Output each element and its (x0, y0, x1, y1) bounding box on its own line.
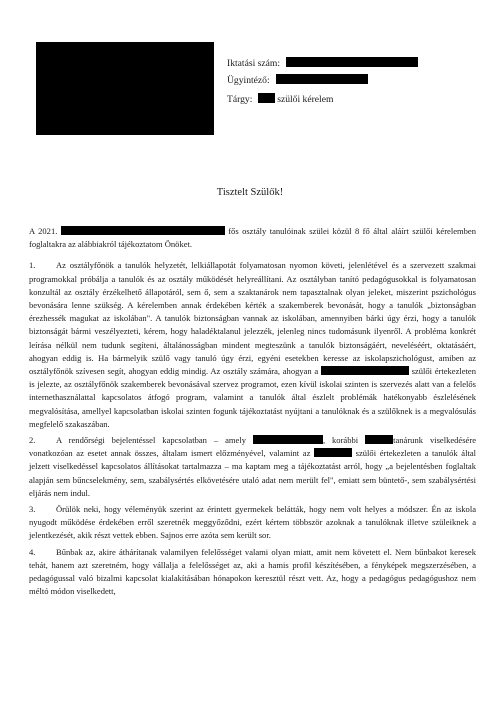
intro-paragraph (29, 225, 476, 251)
redacted-class-info (61, 226, 225, 235)
officer-label: Ügyintéző: (227, 75, 270, 86)
redacted-registry-number (286, 57, 418, 67)
item-text: A rendőrségi bejelentéssel kapcsolatban – amely (56, 435, 246, 446)
item-text: , korábbi (322, 435, 359, 446)
subject-label: Tárgy: (227, 94, 253, 105)
list-item (29, 434, 476, 500)
letter-body (29, 225, 476, 601)
item-number: 1. (29, 260, 36, 271)
redacted-date (314, 448, 352, 457)
intro-text-end: fős osztály tanulóinak szülei közül 8 fő által aláírt szülői kérelemben foglaltakra az alábbiakról tájékoztatom Önöket. (29, 226, 476, 250)
redacted-date (321, 366, 409, 375)
subject-line (227, 93, 333, 106)
item-text: tanárunk viselkedésére vonatkozóan az esetet annak összes, általam ismert előzményével, valamint az (29, 435, 476, 459)
intro-text-start: A 2021. (29, 226, 58, 236)
item-text: Az osztályfőnök a tanulók helyzetét, lelkiállapotát folyamatosan nyomon követi, jelenlétével és a szervezett szakmai programokkal próbálja a tanulók és az osztály működését helyreállítani. Az osztályban tanító pedagógusokkal is folyamatosan konzultál az osztály érzékelhető állapotáról, sem ő, sem a szaktanárok nem tapasztalnak olyan jeleket, miszerint pszichológus bevonására lenne szükség. A kérelemben annak érdekében kérték a szakemberek bevonását, hogy a tanulók „biztonságban érezhessék magukat az iskolában". A tanulók biztonságban vannak az iskolában, amennyiben bárki úgy érzi, hogy a tanulók biztonságát bármi veszélyezteti, kérem, hogy haladéktalanul jelezzék, jelenleg nincs tudomásunk ilyenről. A probléma konkrét leírása nélkül nem tudunk segíteni, általánosságban mindent megteszünk a tanulók biztonságáért, neveléséért, oktatásáért, ahogyan eddig is. Ha bármelyik szülő vagy tanuló úgy érzi, egyéni esetekben keresse az iskolapszichológust, amiben az osztályfőnök szívesen segít, ahogyan eddig mindig. Az osztály számára, ahogyan a (29, 260, 476, 377)
list-item (29, 259, 476, 431)
item-number: 3. (29, 504, 36, 515)
redacted-letterhead (36, 42, 214, 135)
item-number: 4. (29, 546, 36, 557)
redacted-subject-part (258, 93, 275, 103)
registry-number-line (227, 57, 418, 70)
redacted-teacher-name (365, 435, 393, 444)
item-text: szülői értekezleten a tanulók által jelzett viselkedéssel kapcsolatos állításokat tartalmazza – ma kaptam meg a tájékoztatást arról, hogy „a bejelentésben foglaltak alapján sem bűncselekmény, sem, szabálysértés elkövetésére utaló adat nem merült fel", emiatt sem büntető-, sem szabálysértési eljárás nem indul. (29, 448, 477, 498)
redacted-detail (253, 435, 323, 444)
item-text: Örülök neki, hogy véleményük szerint az érintett gyermekek belátták, hogy nem volt helyes a módszer. Én az iskola nyugodt működése érdekében erről szeretnék meggyőződni, ezért kértem többször azoknak a tanulóknak illetve szüleiknek a jelentkezését, akik részt vettek ebben. Sajnos erre azóta sem került sor. (29, 504, 476, 541)
list-item (29, 546, 476, 599)
subject-text: szülői kérelem (277, 94, 334, 105)
officer-line (227, 74, 368, 87)
greeting: Tisztelt Szülők! (216, 187, 284, 198)
item-text: Bűnbak az, akire áthárítanak valamilyen felelősséget valami olyan miatt, amit nem követett el. Nem bűnbakot keresek tehát, hanem azt szeretném, hogy vállalja a felelősséget az, aki a hamis profil készítésében, a fényképek megszerzésében, a pedagógussal való bizalmi kapcsolat kialakításában hónapokon keresztül részt vett. Az, hogy a pedagógus pedagógushoz nem méltó módon viselkedett, (29, 546, 476, 597)
item-text: szülői értekezleten is jelezte, az osztályfőnök szakemberek bevonásával szervez programot, ezen kívül iskolai szinten is szervezés alatt van a felelős internethasználattal kapcsolatos átfogó program, valamint a tanulók által észlelt problémák hatékonyabb észlelésének megvalósítása, amellyel kapcsolatban iskolai szinten fogunk tájékoztatást nyújtani a tanulóknak és a szülőknek is a megvalósulás megfelelő szakaszában. (29, 366, 476, 429)
item-number: 2. (29, 435, 36, 446)
redacted-officer-name (276, 74, 368, 84)
registry-number-label: Iktatási szám: (227, 58, 281, 69)
list-item (29, 503, 476, 543)
